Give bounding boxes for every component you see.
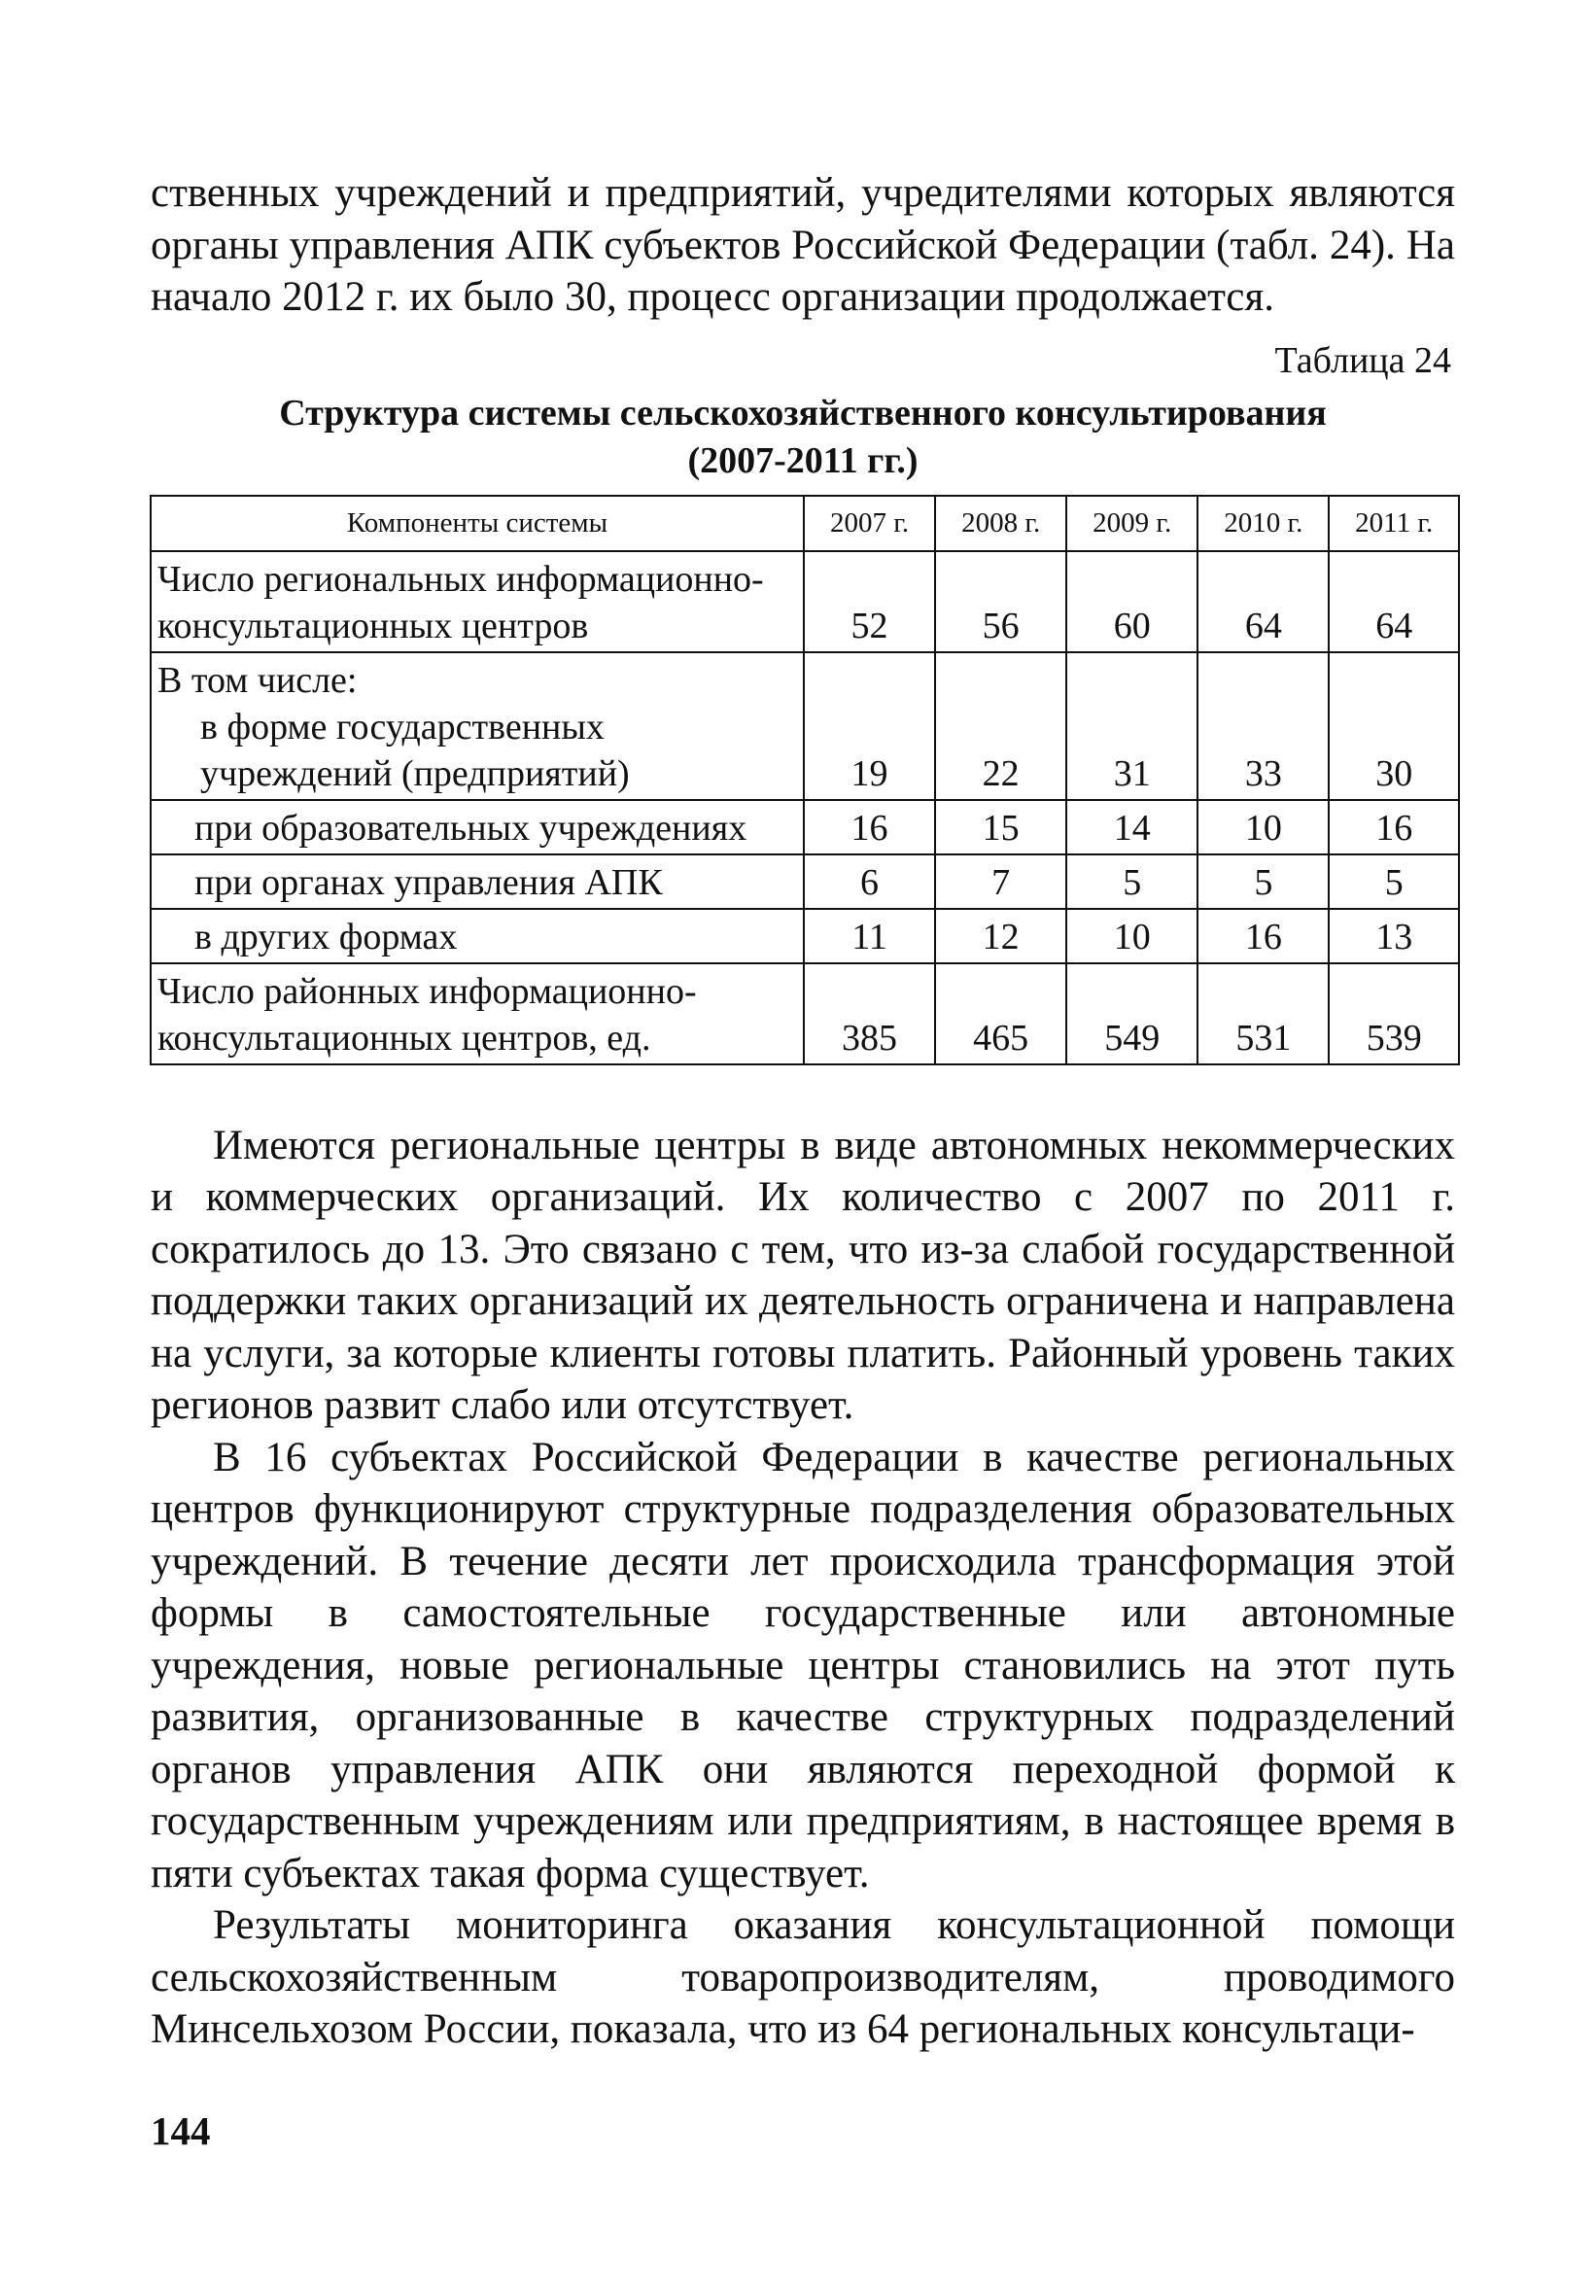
body-paragraph-3: Результаты мониторинга оказания консультационной помощи сельскохозяйственным товаропроизводителям, проводимого Минсельхозом России, показала, что из 64 региональных консультаци- <box>151 1902 1455 2052</box>
cell-value: 385 <box>804 963 935 1064</box>
cell-value: 5 <box>1329 854 1459 909</box>
cell-value: 22 <box>935 652 1066 800</box>
cell-value: 60 <box>1066 551 1197 652</box>
cell-value: 465 <box>935 963 1066 1064</box>
cell-value: 16 <box>1329 800 1459 854</box>
table-header-row <box>151 496 1459 551</box>
cell-value: 549 <box>1066 963 1197 1064</box>
row-label: Число районных информационно-консультационных центров, ед. <box>151 963 804 1064</box>
row-label: Число региональных информационно-консультационных центров <box>151 551 804 652</box>
table-row <box>151 800 1459 854</box>
row-label: при образовательных учреждениях <box>151 800 804 854</box>
cell-value: 33 <box>1197 652 1329 800</box>
cell-value: 6 <box>804 854 935 909</box>
intro-paragraph: ственных учреждений и предприятий, учредителями которых являются органы управления АПК субъектов Российской Федерации (табл. 24). На начало 2012 г. их было 30, процесс организации продолжается. <box>151 170 1455 320</box>
table-title-line2: (2007-2011 гг.) <box>687 439 919 481</box>
table-label: Таблица 24 <box>1274 339 1451 381</box>
cell-value: 531 <box>1197 963 1329 1064</box>
cell-value: 52 <box>804 551 935 652</box>
row-label: при органах управления АПК <box>151 854 804 909</box>
table-title <box>151 390 1455 485</box>
header-2007: 2007 г. <box>804 496 935 551</box>
header-2008: 2008 г. <box>935 496 1066 551</box>
cell-value: 10 <box>1066 909 1197 963</box>
data-table <box>150 495 1460 1065</box>
row-label: в других формах <box>151 909 804 963</box>
cell-value: 11 <box>804 909 935 963</box>
table-row <box>151 963 1459 1064</box>
header-2009: 2009 г. <box>1066 496 1197 551</box>
table-row <box>151 854 1459 909</box>
cell-value: 10 <box>1197 800 1329 854</box>
cell-value: 31 <box>1066 652 1197 800</box>
table-row <box>151 652 1459 800</box>
cell-value: 13 <box>1329 909 1459 963</box>
cell-value: 19 <box>804 652 935 800</box>
cell-value: 15 <box>935 800 1066 854</box>
page-content <box>151 167 1455 2056</box>
cell-value: 16 <box>804 800 935 854</box>
header-components: Компоненты системы <box>151 496 804 551</box>
body-paragraph-1: Имеются региональные центры в виде автономных некоммерческих и коммерческих организаций. Их количество с 2007 по 2011 г. сократилось до 13. Это связано с тем, что из-за слабой государственной поддержки таких организаций их деятельность ограничена и направлена на услуги, за которые клиенты готовы платить. Районный уровень таких регионов развит слабо или отсутствует. <box>151 1122 1455 1428</box>
cell-value: 16 <box>1197 909 1329 963</box>
table-row <box>151 909 1459 963</box>
cell-value: 64 <box>1329 551 1459 652</box>
row-label-sub: в форме государственных учреждений (предприятий) <box>200 706 630 794</box>
header-2010: 2010 г. <box>1197 496 1329 551</box>
cell-value: 14 <box>1066 800 1197 854</box>
cell-value: 12 <box>935 909 1066 963</box>
table-row <box>151 551 1459 652</box>
row-label-head: В том числе: <box>157 659 358 701</box>
header-2011: 2011 г. <box>1329 496 1459 551</box>
cell-value: 5 <box>1066 854 1197 909</box>
table-title-line1: Структура системы сельскохозяйственного консультирования <box>279 392 1327 434</box>
cell-value: 539 <box>1329 963 1459 1064</box>
row-label <box>151 652 804 800</box>
cell-value: 30 <box>1329 652 1459 800</box>
page-number: 144 <box>151 2108 211 2153</box>
cell-value: 7 <box>935 854 1066 909</box>
body-paragraph-2: В 16 субъектах Российской Федерации в качестве региональных центров функционируют структурные подразделения образовательных учреждений. В течение десяти лет происходила трансформация этой формы в самостоятельные государственные или автономные учреждения, новые региональные центры становились на этот путь развития, организованные в качестве структурных подразделений органов управления АПК они являются переходной формой к государственным учреждениям или предприятиям, в настоящее время в пяти субъектах такая форма существует. <box>151 1434 1455 1896</box>
cell-value: 64 <box>1197 551 1329 652</box>
cell-value: 5 <box>1197 854 1329 909</box>
cell-value: 56 <box>935 551 1066 652</box>
